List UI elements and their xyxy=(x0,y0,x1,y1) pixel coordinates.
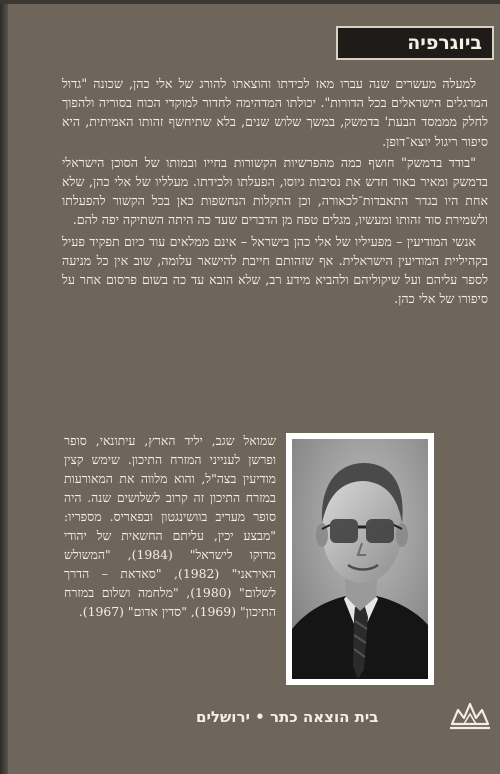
synopsis-paragraph-1: למעלה מעשרים שנה עברו מאז לכידתו והוצאתו להורג של אלי כהן, שכונה "גדול המרגלים הישראלים בכל הדורות". יכולתו המדהימה לחדור למוקדי הכוח בסוריה ולהפוך לחלק מממסד הבעת' בדמשק, במשך שלוש שנים, בלא שתיחשף זהותו האמיתית, היא סיפור ריגול יוצא־דופן. xyxy=(62,76,488,149)
synopsis-paragraph-2: "בודד בדמשק" חושף כמה מהפרשיות הקשורות בחייו ובמותו של הסוכן הישראלי בדמשק ומאיר באור חדש את נסיבות גיוסו, הפעלתו ולכידתו. מעלליו של אלי כהן, שלא אחת היו בגדר התאבדות־לכאורה, וכן התקלות הנחשפות כאן בכל הקשור להפעלתו ולשמירת סוד זהותו ומעשיו, מגלים טפח מן הדברים שעד כה היתה השתיקה יפה להם. xyxy=(62,154,488,228)
top-edge xyxy=(0,0,500,4)
synopsis-paragraph-3: אנשי המודיעין – מפעיליו של אלי כהן בישראל – אינם ממלאים עוד כיום תפקיד פעיל בקהיליית המודיעין הישראלית. אף שזהותם חייבת להישאר עלומה, שוב אין כל מניעה לספר עליהם ועל שיקוליהם ולהביא מידע רב, שלא הובא עד כה בשום פרסום אחר על סיפורו של אלי כהן. xyxy=(62,233,488,307)
author-portrait-image xyxy=(292,439,428,679)
synopsis-text xyxy=(62,74,488,308)
spine-edge xyxy=(0,0,8,774)
publisher-crown-logo-icon xyxy=(448,700,492,734)
author-photo xyxy=(286,433,434,685)
publisher-line xyxy=(196,700,448,734)
section-title: ביוגרפיה xyxy=(407,32,482,54)
section-header-box xyxy=(336,26,494,60)
publisher-name: בית הוצאה כתר • ירושלים xyxy=(196,708,379,726)
author-bio: שמואל שגב, יליד הארץ, עיתונאי, סופר ופרשן לענייני המזרח התיכון. שימש קצין מודיעין בצה"ל, והוא מלווה את המאורעות במזרח התיכון זה קרוב לשלושים שנה. היה סופר מעריב בוושינגטון ובפאריס. מספריו: "מבצע יכין, עליתם החשאית של יהודי מרוקו לישראל" (1984), "המשולש האיראני" (1982), "סאדאת – הדרך לשלום" (1980), "מלחמה ושלום במזרח התיכון" (1969), "סדין אדום" (1967). xyxy=(64,433,276,619)
